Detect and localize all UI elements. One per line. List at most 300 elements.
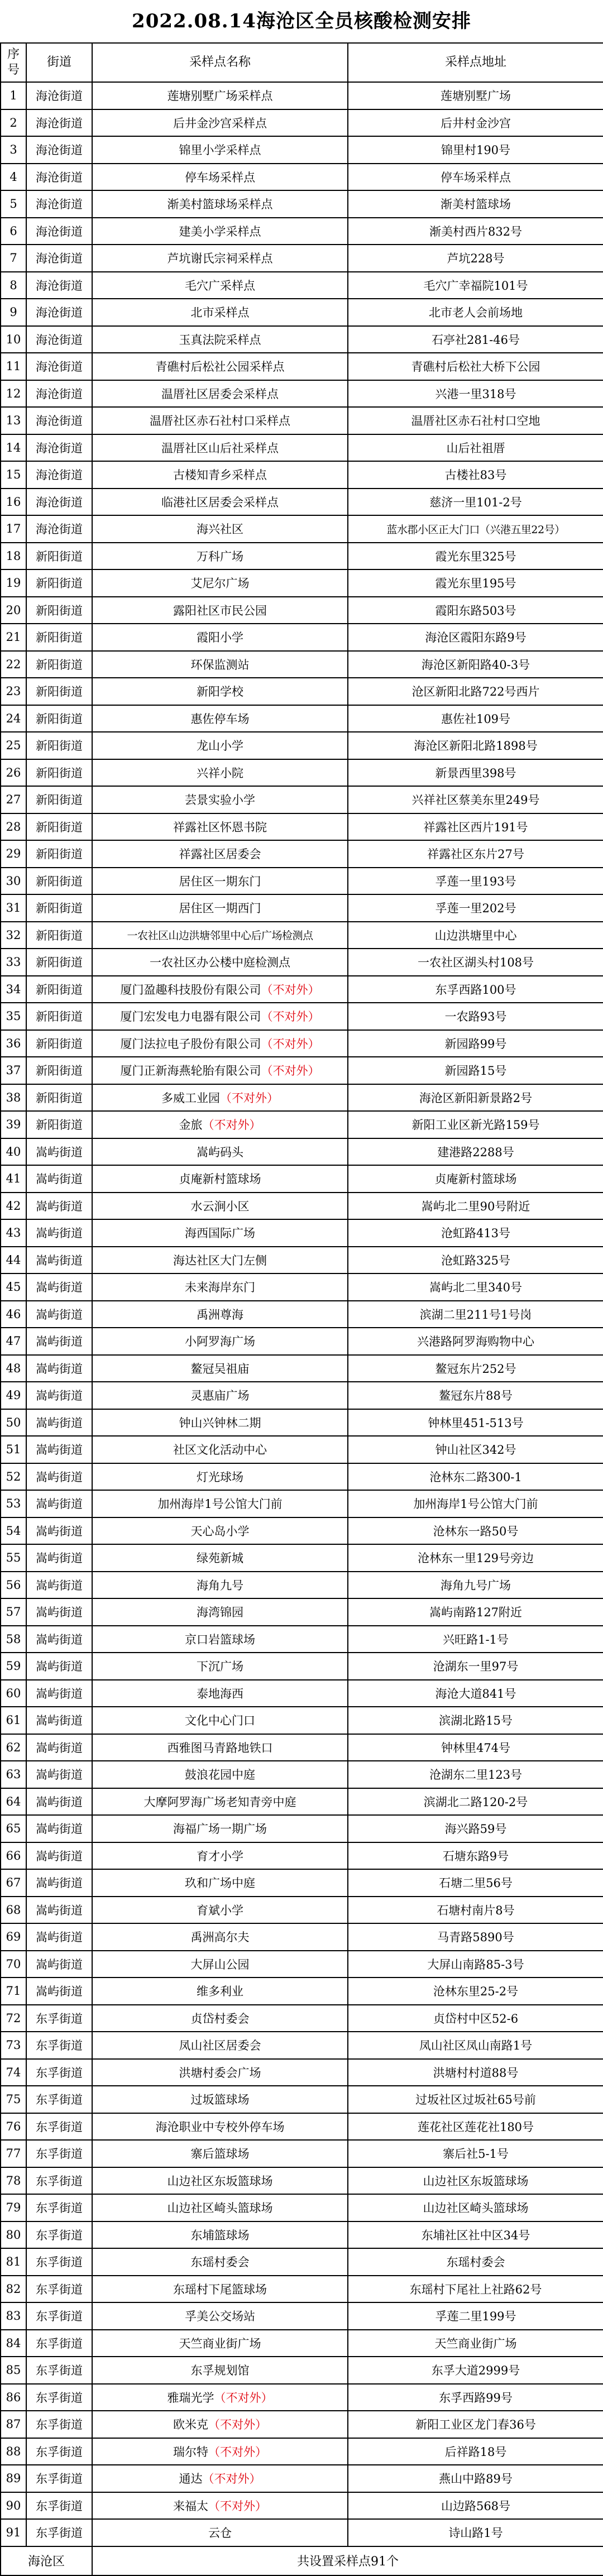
table-row	[1, 813, 603, 841]
site-name-text: 居住区一期西门	[179, 902, 261, 916]
table-row	[1, 1653, 603, 1680]
row-site-addr: 东埔社区社中区34号	[348, 2221, 603, 2249]
row-site-name	[92, 1219, 348, 1247]
site-name-text: 通达	[179, 2472, 203, 2486]
row-street: 海沧街道	[26, 164, 92, 191]
row-street: 嵩屿街道	[26, 1680, 92, 1707]
row-idx: 62	[1, 1734, 26, 1761]
row-idx: 67	[1, 1869, 26, 1897]
row-street: 嵩屿街道	[26, 1788, 92, 1816]
row-idx: 84	[1, 2330, 26, 2357]
row-idx: 52	[1, 1463, 26, 1491]
row-street: 新阳街道	[26, 786, 92, 813]
row-site-name	[92, 218, 348, 245]
row-idx: 43	[1, 1219, 26, 1247]
row-street: 嵩屿街道	[26, 1978, 92, 2005]
site-name-text: 来福太	[173, 2499, 208, 2513]
row-street: 嵩屿街道	[26, 1815, 92, 1842]
row-site-name	[92, 2438, 348, 2465]
site-name-text: 新阳学校	[197, 685, 243, 699]
row-site-name	[92, 922, 348, 949]
header-site-addr: 采样点地址	[348, 43, 603, 82]
table-row	[1, 1111, 603, 1138]
site-name-text: 寨后篮球场	[190, 2147, 250, 2161]
row-idx: 19	[1, 569, 26, 597]
row-idx: 42	[1, 1193, 26, 1220]
site-name-text: 建美小学采样点	[179, 224, 261, 238]
row-street: 海沧街道	[26, 407, 92, 434]
table-row	[1, 2276, 603, 2303]
table-row	[1, 786, 603, 813]
row-site-name	[92, 1923, 348, 1951]
row-street: 东孚街道	[26, 2519, 92, 2546]
row-site-addr: 钟林里451-513号	[348, 1409, 603, 1437]
row-idx: 80	[1, 2221, 26, 2249]
site-name-text: 厦门正新海燕轮胎有限公司	[120, 1064, 261, 1078]
table-row	[1, 2302, 603, 2330]
row-street: 嵩屿街道	[26, 1734, 92, 1761]
table-row	[1, 1517, 603, 1545]
row-street: 东孚街道	[26, 2113, 92, 2141]
row-street: 嵩屿街道	[26, 1247, 92, 1274]
row-site-name	[92, 569, 348, 597]
row-site-name	[92, 1951, 348, 1978]
row-idx: 60	[1, 1680, 26, 1707]
table-row	[1, 407, 603, 434]
site-name-text: 惠佐停车场	[190, 712, 250, 726]
row-site-addr: 新园路99号	[348, 1030, 603, 1057]
row-idx: 26	[1, 759, 26, 787]
table-row	[1, 2411, 603, 2438]
site-name-text: 嵩屿码头	[197, 1145, 243, 1159]
row-idx: 81	[1, 2248, 26, 2276]
table-row	[1, 759, 603, 787]
site-name-text: 孚美公交场站	[185, 2310, 255, 2324]
site-name-text: 灵惠庙广场	[190, 1389, 250, 1403]
row-idx: 22	[1, 651, 26, 678]
row-site-addr: 新园路15号	[348, 1057, 603, 1084]
site-name-text: 毛穴广采样点	[185, 279, 255, 293]
row-site-name	[92, 1544, 348, 1572]
row-idx: 44	[1, 1247, 26, 1274]
row-site-addr: 蓝水郡小区正大门口（兴港五里22号）	[348, 515, 603, 543]
site-name-text: 兴祥小院	[197, 766, 243, 780]
table-row	[1, 840, 603, 868]
row-site-name	[92, 136, 348, 164]
site-name-text: 东孚规划馆	[190, 2364, 250, 2378]
row-site-name	[92, 2194, 348, 2221]
row-street: 海沧街道	[26, 82, 92, 109]
row-idx: 45	[1, 1273, 26, 1301]
internal-only-note: （不对外）	[220, 1091, 279, 1105]
row-site-name	[92, 1788, 348, 1816]
row-site-name	[92, 1355, 348, 1382]
site-name-text: 京口岩篮球场	[185, 1632, 255, 1646]
row-site-addr: 过坂社区过坂社65号前	[348, 2086, 603, 2113]
row-street: 海沧街道	[26, 299, 92, 326]
table-row	[1, 2032, 603, 2059]
row-street: 嵩屿街道	[26, 1761, 92, 1788]
site-name-text: 北市采样点	[190, 306, 250, 320]
row-street: 新阳街道	[26, 1084, 92, 1112]
site-name-text: 海西国际广场	[185, 1227, 255, 1241]
table-row	[1, 326, 603, 353]
row-site-addr: 一农路93号	[348, 1003, 603, 1030]
site-name-text: 温厝社区山后社采样点	[161, 441, 279, 455]
row-idx: 63	[1, 1761, 26, 1788]
row-street: 新阳街道	[26, 597, 92, 624]
table-row	[1, 1978, 603, 2005]
row-site-name	[92, 2411, 348, 2438]
table-row	[1, 2330, 603, 2357]
row-site-name	[92, 1978, 348, 2005]
row-site-name	[92, 2140, 348, 2167]
table-row	[1, 2492, 603, 2520]
row-site-addr: 兴旺路1-1号	[348, 1626, 603, 1653]
footer-row	[1, 2546, 603, 2575]
table-row	[1, 1490, 603, 1517]
internal-only-note: （不对外）	[202, 1118, 261, 1132]
row-site-addr: 霞光东里325号	[348, 543, 603, 570]
row-idx: 6	[1, 218, 26, 245]
row-site-addr: 海沧区新阳新景路2号	[348, 1084, 603, 1112]
site-name-text: 锦里小学采样点	[179, 143, 261, 157]
row-idx: 1	[1, 82, 26, 109]
row-idx: 15	[1, 461, 26, 489]
row-site-name	[92, 2492, 348, 2520]
site-name-text: 山边社区东坂篮球场	[167, 2174, 273, 2188]
row-street: 东孚街道	[26, 2411, 92, 2438]
row-street: 嵩屿街道	[26, 1490, 92, 1517]
table-row	[1, 136, 603, 164]
row-site-addr: 北市老人会前场地	[348, 299, 603, 326]
row-idx: 58	[1, 1626, 26, 1653]
row-idx: 89	[1, 2465, 26, 2492]
row-street: 新阳街道	[26, 894, 92, 922]
table-row	[1, 299, 603, 326]
row-site-name	[92, 813, 348, 841]
table-row	[1, 2194, 603, 2221]
site-name-text: 玉真法院采样点	[179, 333, 261, 347]
site-name-text: 万科广场	[197, 549, 243, 563]
table-row	[1, 1138, 603, 1166]
site-name-text: 加州海岸1号公馆大门前	[157, 1497, 283, 1511]
row-site-addr: 芦坑228号	[348, 245, 603, 272]
row-idx: 51	[1, 1436, 26, 1463]
row-site-name	[92, 2248, 348, 2276]
footer-district: 海沧区	[1, 2546, 92, 2575]
row-idx: 39	[1, 1111, 26, 1138]
row-site-name	[92, 1247, 348, 1274]
row-site-addr: 滨湖二里211号1号岗	[348, 1301, 603, 1328]
row-idx: 33	[1, 949, 26, 976]
row-idx: 73	[1, 2032, 26, 2059]
row-idx: 8	[1, 272, 26, 299]
row-site-addr: 兴港一里318号	[348, 380, 603, 408]
internal-only-note: （不对外）	[208, 2499, 267, 2513]
row-site-name	[92, 1111, 348, 1138]
row-street: 新阳街道	[26, 705, 92, 732]
row-site-addr: 新景西里398号	[348, 759, 603, 787]
row-site-addr: 海角九号广场	[348, 1572, 603, 1599]
row-idx: 71	[1, 1978, 26, 2005]
row-street: 东孚街道	[26, 2492, 92, 2520]
table-row	[1, 1328, 603, 1355]
row-site-name	[92, 678, 348, 705]
row-street: 嵩屿街道	[26, 1842, 92, 1870]
site-name-text: 瑞尔特	[173, 2445, 208, 2459]
table-row	[1, 894, 603, 922]
row-site-addr: 渐美村篮球场	[348, 190, 603, 218]
row-site-name	[92, 1030, 348, 1057]
row-site-name	[92, 705, 348, 732]
row-site-name	[92, 461, 348, 489]
row-site-name	[92, 1273, 348, 1301]
row-site-addr: 钟山社区342号	[348, 1436, 603, 1463]
table-row	[1, 597, 603, 624]
site-name-text: 祥露社区居委会	[179, 848, 261, 861]
site-name-text: 鳌冠吴祖庙	[190, 1362, 250, 1376]
row-site-addr: 沧湖东一里97号	[348, 1653, 603, 1680]
table-row	[1, 543, 603, 570]
row-street: 新阳街道	[26, 543, 92, 570]
table-row	[1, 1003, 603, 1030]
row-site-addr: 山边洪塘里中心	[348, 922, 603, 949]
row-site-addr: 天竺商业街广场	[348, 2330, 603, 2357]
row-idx: 11	[1, 353, 26, 380]
site-name-text: 育才小学	[197, 1849, 243, 1863]
row-street: 嵩屿街道	[26, 1165, 92, 1193]
row-site-name	[92, 1761, 348, 1788]
row-site-name	[92, 840, 348, 868]
table-row	[1, 2059, 603, 2086]
row-idx: 59	[1, 1653, 26, 1680]
row-site-addr: 山边社区崎头篮球场	[348, 2194, 603, 2221]
row-site-addr: 孚莲二里199号	[348, 2302, 603, 2330]
row-site-addr: 莲塘别墅广场	[348, 82, 603, 109]
site-name-text: 莲塘别墅广场采样点	[167, 89, 273, 103]
row-street: 东孚街道	[26, 2167, 92, 2195]
row-site-name	[92, 1626, 348, 1653]
row-site-addr: 山后社祖厝	[348, 434, 603, 462]
site-name-text: 欧米克	[173, 2418, 208, 2432]
row-site-name	[92, 353, 348, 380]
row-site-addr: 大屏山南路85-3号	[348, 1951, 603, 1978]
row-idx: 82	[1, 2276, 26, 2303]
row-site-name	[92, 1057, 348, 1084]
row-site-addr: 孚莲一里193号	[348, 868, 603, 895]
row-site-addr: 凤山社区凤山南路1号	[348, 2032, 603, 2059]
row-idx: 83	[1, 2302, 26, 2330]
row-street: 海沧街道	[26, 136, 92, 164]
table-row	[1, 2167, 603, 2195]
row-street: 东孚街道	[26, 2357, 92, 2384]
row-street: 新阳街道	[26, 1057, 92, 1084]
row-idx: 23	[1, 678, 26, 705]
row-idx: 55	[1, 1544, 26, 1572]
row-street: 海沧街道	[26, 353, 92, 380]
row-street: 海沧街道	[26, 434, 92, 462]
row-idx: 72	[1, 2005, 26, 2032]
row-street: 嵩屿街道	[26, 1626, 92, 1653]
row-site-name	[92, 299, 348, 326]
row-street: 嵩屿街道	[26, 1463, 92, 1491]
row-site-addr: 兴港路阿罗海购物中心	[348, 1328, 603, 1355]
row-site-addr: 古楼社83号	[348, 461, 603, 489]
site-name-text: 温厝社区赤石社村口采样点	[150, 414, 290, 428]
row-idx: 70	[1, 1951, 26, 1978]
site-name-text: 露阳社区市民公园	[173, 604, 267, 617]
table-row	[1, 569, 603, 597]
row-idx: 12	[1, 380, 26, 408]
row-site-name	[92, 732, 348, 759]
row-site-addr: 东瑶村委会	[348, 2248, 603, 2276]
row-site-addr: 鳌冠东片88号	[348, 1382, 603, 1409]
site-name-text: 渐美村篮球场采样点	[167, 198, 273, 212]
site-name-text: 天心岛小学	[190, 1524, 250, 1538]
table-row	[1, 2357, 603, 2384]
row-site-name	[92, 2276, 348, 2303]
table-row	[1, 732, 603, 759]
row-street: 嵩屿街道	[26, 1923, 92, 1951]
header-site-name: 采样点名称	[92, 43, 348, 82]
table-row	[1, 109, 603, 137]
row-idx: 64	[1, 1788, 26, 1816]
site-name-text: 后井金沙宫采样点	[173, 116, 267, 130]
row-site-name	[92, 1707, 348, 1734]
row-street: 嵩屿街道	[26, 1707, 92, 1734]
row-idx: 54	[1, 1517, 26, 1545]
table-row	[1, 1382, 603, 1409]
row-site-addr: 沧虹路325号	[348, 1247, 603, 1274]
row-site-addr: 石塘二里56号	[348, 1869, 603, 1897]
row-idx: 14	[1, 434, 26, 462]
row-site-addr: 停车场采样点	[348, 164, 603, 191]
row-street: 新阳街道	[26, 569, 92, 597]
table-row	[1, 1544, 603, 1572]
row-idx: 24	[1, 705, 26, 732]
row-street: 嵩屿街道	[26, 1653, 92, 1680]
internal-only-note: （不对外）	[214, 2391, 273, 2405]
table-row	[1, 1761, 603, 1788]
row-street: 东孚街道	[26, 2465, 92, 2492]
row-site-name	[92, 2302, 348, 2330]
table-row	[1, 2519, 603, 2546]
row-site-name	[92, 164, 348, 191]
row-street: 东孚街道	[26, 2032, 92, 2059]
row-site-addr: 海沧大道841号	[348, 1680, 603, 1707]
row-site-name	[92, 489, 348, 516]
site-name-text: 厦门盈趣科技股份有限公司	[120, 983, 261, 997]
site-name-text: 居住区一期东门	[179, 874, 261, 888]
row-street: 海沧街道	[26, 515, 92, 543]
row-site-addr: 石塘东路9号	[348, 1842, 603, 1870]
row-idx: 36	[1, 1030, 26, 1057]
row-idx: 66	[1, 1842, 26, 1870]
row-site-name	[92, 1734, 348, 1761]
row-idx: 50	[1, 1409, 26, 1437]
row-street: 东孚街道	[26, 2438, 92, 2465]
site-name-text: 东瑶村委会	[190, 2256, 250, 2269]
row-site-name	[92, 1490, 348, 1517]
row-idx: 46	[1, 1301, 26, 1328]
row-site-addr: 祥露社区西片191号	[348, 813, 603, 841]
row-site-addr: 加州海岸1号公馆大门前	[348, 1490, 603, 1517]
row-street: 海沧街道	[26, 326, 92, 353]
table-row	[1, 1247, 603, 1274]
site-name-text: 钟山兴钟林二期	[179, 1416, 261, 1430]
row-idx: 37	[1, 1057, 26, 1084]
row-idx: 88	[1, 2438, 26, 2465]
row-site-name	[92, 2167, 348, 2195]
row-idx: 49	[1, 1382, 26, 1409]
row-site-name	[92, 1842, 348, 1870]
table-row	[1, 2384, 603, 2411]
row-site-addr: 温厝社区赤石社村口空地	[348, 407, 603, 434]
row-idx: 85	[1, 2357, 26, 2384]
row-site-addr: 滨湖北路15号	[348, 1707, 603, 1734]
row-idx: 75	[1, 2086, 26, 2113]
table-row	[1, 1301, 603, 1328]
site-name-text: 多威工业园	[161, 1091, 220, 1105]
row-idx: 79	[1, 2194, 26, 2221]
row-idx: 4	[1, 164, 26, 191]
row-site-name	[92, 786, 348, 813]
row-street: 嵩屿街道	[26, 1382, 92, 1409]
row-idx: 21	[1, 624, 26, 651]
row-idx: 53	[1, 1490, 26, 1517]
row-idx: 87	[1, 2411, 26, 2438]
row-street: 嵩屿街道	[26, 1138, 92, 1166]
page-title: 2022.08.14海沧区全员核酸检测安排	[132, 10, 471, 32]
table-row	[1, 2438, 603, 2465]
site-name-text: 霞阳小学	[197, 631, 243, 645]
row-street: 新阳街道	[26, 1030, 92, 1057]
row-site-name	[92, 380, 348, 408]
row-site-name	[92, 976, 348, 1003]
row-street: 海沧街道	[26, 461, 92, 489]
row-site-addr: 东孚大道2999号	[348, 2357, 603, 2384]
table-row	[1, 2465, 603, 2492]
site-name-text: 社区文化活动中心	[173, 1443, 267, 1457]
row-street: 新阳街道	[26, 868, 92, 895]
row-site-name	[92, 2032, 348, 2059]
row-site-addr: 石塘村南片8号	[348, 1897, 603, 1924]
site-name-text: 禹洲高尔夫	[190, 1931, 250, 1945]
row-street: 海沧街道	[26, 245, 92, 272]
site-name-text: 海达社区大门左侧	[173, 1253, 267, 1267]
table-row	[1, 1869, 603, 1897]
site-name-text: 停车场采样点	[185, 170, 255, 184]
row-site-addr: 慈济一里101-2号	[348, 489, 603, 516]
table-row	[1, 678, 603, 705]
site-name-text: 下沉广场	[197, 1660, 243, 1674]
row-site-name	[92, 1328, 348, 1355]
row-street: 嵩屿街道	[26, 1409, 92, 1437]
row-site-name	[92, 2330, 348, 2357]
site-name-text: 温厝社区居委会采样点	[161, 387, 279, 401]
table-row	[1, 2113, 603, 2141]
site-name-text: 一农社区办公楼中庭检测点	[150, 956, 290, 970]
row-idx: 90	[1, 2492, 26, 2520]
site-name-text: 海角九号	[197, 1578, 243, 1592]
row-street: 新阳街道	[26, 624, 92, 651]
table-row	[1, 2221, 603, 2249]
row-site-name	[92, 1463, 348, 1491]
row-site-name	[92, 949, 348, 976]
row-idx: 20	[1, 597, 26, 624]
row-street: 嵩屿街道	[26, 1273, 92, 1301]
